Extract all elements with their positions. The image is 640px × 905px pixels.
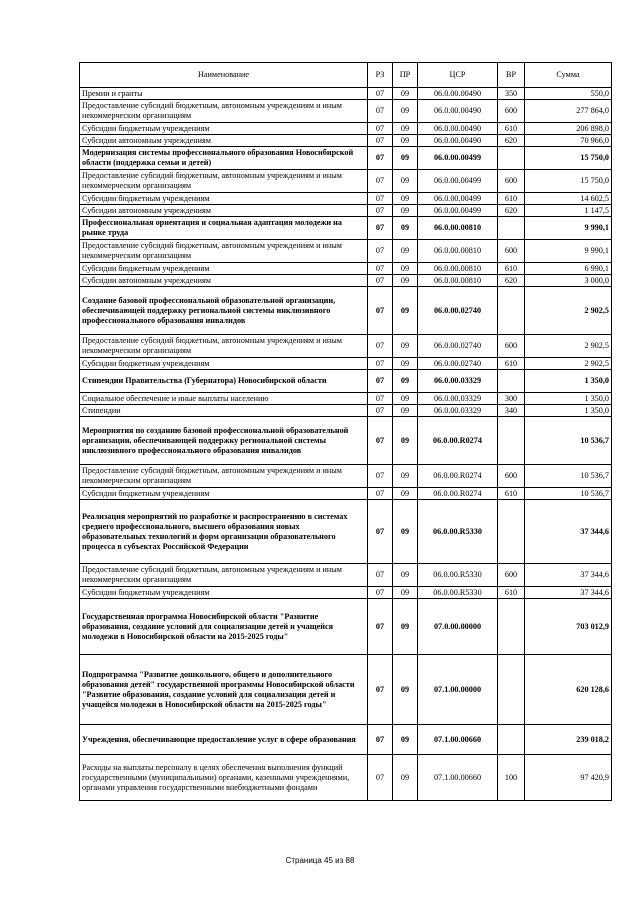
row-name: Предоставление субсидий бюджетным, автономным учреждениям и иным некоммерческим организациям (80, 100, 368, 123)
table-header-row (80, 63, 612, 88)
row-rz: 07 (368, 655, 393, 725)
table-row (80, 88, 612, 100)
row-name: Субсидии бюджетным учреждениям (80, 488, 368, 500)
row-csr: 06.0.00.00810 (418, 240, 498, 263)
row-name: Субсидии бюджетным учреждениям (80, 587, 368, 599)
row-name: Профессиональная ориентация и социальная адаптация молодежи на рынке труда (80, 217, 368, 240)
row-rz: 07 (368, 358, 393, 370)
row-pr: 09 (393, 205, 418, 217)
table-row (80, 358, 612, 370)
row-pr: 09 (393, 358, 418, 370)
row-pr: 09 (393, 275, 418, 287)
row-csr: 07.1.00.00000 (418, 655, 498, 725)
row-sum: 2 902,5 (525, 287, 612, 335)
row-pr: 09 (393, 123, 418, 135)
table-row (80, 100, 612, 123)
table-row (80, 564, 612, 587)
budget-table (79, 62, 612, 801)
row-rz: 07 (368, 123, 393, 135)
row-csr: 06.0.00.00499 (418, 147, 498, 170)
row-name: Расходы на выплаты персоналу в целях обеспечения выполнения функций государственными (муниципальными) органами, казенными учреждениями, органами управления государственными внебюджетными фондами (80, 755, 368, 801)
table-row (80, 193, 612, 205)
row-pr: 09 (393, 240, 418, 263)
row-csr: 06.0.00.03329 (418, 393, 498, 405)
row-vr: 600 (498, 170, 525, 193)
row-sum: 97 420,9 (525, 755, 612, 801)
row-name: Стипендии Правительства (Губернатора) Новосибирской области (80, 370, 368, 393)
row-rz: 07 (368, 500, 393, 564)
row-sum: 703 012,9 (525, 599, 612, 655)
row-sum: 70 966,0 (525, 135, 612, 147)
row-sum: 14 602,5 (525, 193, 612, 205)
row-pr: 09 (393, 135, 418, 147)
table-body (80, 88, 612, 801)
row-vr: 340 (498, 405, 525, 417)
header-sum: Сумма (525, 63, 612, 88)
row-rz: 07 (368, 370, 393, 393)
row-csr: 06.0.00.R0274 (418, 465, 498, 488)
table-row (80, 240, 612, 263)
row-csr: 06.0.00.00810 (418, 217, 498, 240)
row-rz: 07 (368, 599, 393, 655)
row-vr: 620 (498, 205, 525, 217)
row-vr: 610 (498, 263, 525, 275)
row-csr: 06.0.00.R0274 (418, 417, 498, 465)
row-name: Социальное обеспечение и иные выплаты населению (80, 393, 368, 405)
row-csr: 06.0.00.R0274 (418, 488, 498, 500)
row-sum: 206 898,0 (525, 123, 612, 135)
row-vr: 600 (498, 100, 525, 123)
row-sum: 10 536,7 (525, 465, 612, 488)
header-rz: РЗ (368, 63, 393, 88)
row-pr: 09 (393, 263, 418, 275)
row-vr: 610 (498, 358, 525, 370)
row-vr (498, 147, 525, 170)
row-vr: 610 (498, 587, 525, 599)
row-csr: 06.0.00.R5330 (418, 587, 498, 599)
row-vr (498, 655, 525, 725)
header-pr: ПР (393, 63, 418, 88)
row-name: Предоставление субсидий бюджетным, автономным учреждениям и иным некоммерческим организациям (80, 240, 368, 263)
row-vr: 100 (498, 755, 525, 801)
row-name: Модернизация системы профессионального образования Новосибирской области (поддержка семьи и детей) (80, 147, 368, 170)
row-pr: 09 (393, 217, 418, 240)
row-csr: 06.0.00.02740 (418, 358, 498, 370)
table-row (80, 370, 612, 393)
row-rz: 07 (368, 135, 393, 147)
row-sum: 37 344,6 (525, 564, 612, 587)
row-name: Субсидии автономным учреждениям (80, 275, 368, 287)
row-vr: 600 (498, 240, 525, 263)
row-pr: 09 (393, 465, 418, 488)
row-rz: 07 (368, 275, 393, 287)
table-row (80, 135, 612, 147)
row-sum: 6 990,1 (525, 263, 612, 275)
row-name: Реализация мероприятий по разработке и распространению в системах среднего профессионального, высшего образования новых образовательных технологий и форм организации образовательного процесса в субъектах Российской Федерации (80, 500, 368, 564)
row-pr: 09 (393, 587, 418, 599)
row-name: Предоставление субсидий бюджетным, автономным учреждениям и иным некоммерческим организациям (80, 335, 368, 358)
row-vr: 600 (498, 564, 525, 587)
table-row (80, 417, 612, 465)
row-sum: 37 344,6 (525, 587, 612, 599)
page-footer: Страница 45 из 88 (285, 856, 355, 865)
row-vr (498, 370, 525, 393)
row-csr: 07.1.00.00660 (418, 755, 498, 801)
row-pr: 09 (393, 500, 418, 564)
row-name: Субсидии бюджетным учреждениям (80, 123, 368, 135)
row-csr: 06.0.00.00490 (418, 100, 498, 123)
row-name: Субсидии бюджетным учреждениям (80, 263, 368, 275)
table-row (80, 587, 612, 599)
row-vr: 350 (498, 88, 525, 100)
row-rz: 07 (368, 564, 393, 587)
row-name: Субсидии автономным учреждениям (80, 205, 368, 217)
row-vr: 600 (498, 335, 525, 358)
row-vr (498, 287, 525, 335)
table-row (80, 217, 612, 240)
row-sum: 1 350,0 (525, 370, 612, 393)
row-csr: 06.0.00.00499 (418, 193, 498, 205)
row-csr: 06.0.00.00490 (418, 88, 498, 100)
row-sum: 10 536,7 (525, 488, 612, 500)
row-csr: 06.0.00.R5330 (418, 564, 498, 587)
table-row (80, 275, 612, 287)
row-pr: 09 (393, 100, 418, 123)
row-csr: 06.0.00.00499 (418, 205, 498, 217)
row-rz: 07 (368, 335, 393, 358)
row-pr: 09 (393, 725, 418, 755)
row-vr (498, 599, 525, 655)
table-row (80, 488, 612, 500)
row-vr: 600 (498, 465, 525, 488)
row-sum: 239 018,2 (525, 725, 612, 755)
row-rz: 07 (368, 88, 393, 100)
row-name: Субсидии автономным учреждениям (80, 135, 368, 147)
row-name: Предоставление субсидий бюджетным, автономным учреждениям и иным некоммерческим организациям (80, 564, 368, 587)
row-rz: 07 (368, 417, 393, 465)
row-sum: 550,0 (525, 88, 612, 100)
row-name: Государственная программа Новосибирской области "Развитие образования, создание условий для социализации детей и учащейся молодежи в Новосибирской области на 2015-2025 годы" (80, 599, 368, 655)
row-pr: 09 (393, 417, 418, 465)
row-vr: 610 (498, 193, 525, 205)
row-rz: 07 (368, 205, 393, 217)
row-vr: 620 (498, 135, 525, 147)
row-csr: 06.0.00.00810 (418, 263, 498, 275)
table-row (80, 287, 612, 335)
row-sum: 10 536,7 (525, 417, 612, 465)
row-rz: 07 (368, 170, 393, 193)
row-csr: 06.0.00.02740 (418, 335, 498, 358)
row-sum: 277 864,0 (525, 100, 612, 123)
row-rz: 07 (368, 587, 393, 599)
table-row (80, 393, 612, 405)
row-sum: 9 990,1 (525, 217, 612, 240)
row-pr: 09 (393, 370, 418, 393)
row-name: Премии и гранты (80, 88, 368, 100)
row-name: Субсидии бюджетным учреждениям (80, 358, 368, 370)
row-vr (498, 725, 525, 755)
row-name: Стипендии (80, 405, 368, 417)
row-sum: 2 902,5 (525, 335, 612, 358)
table-row (80, 500, 612, 564)
row-csr: 06.0.00.R5330 (418, 500, 498, 564)
row-name: Создание базовой профессиональной образовательной организации, обеспечивающей поддержку региональной системы инклюзивного профессионального образования инвалидов (80, 287, 368, 335)
table-row (80, 170, 612, 193)
row-pr: 09 (393, 147, 418, 170)
row-sum: 9 990,1 (525, 240, 612, 263)
row-csr: 06.0.00.00490 (418, 123, 498, 135)
row-vr: 300 (498, 393, 525, 405)
row-csr: 07.1.00.00660 (418, 725, 498, 755)
table-row (80, 755, 612, 801)
row-sum: 15 750,0 (525, 170, 612, 193)
row-pr: 09 (393, 88, 418, 100)
row-sum: 15 750,0 (525, 147, 612, 170)
row-sum: 37 344,6 (525, 500, 612, 564)
row-csr: 07.0.00.00000 (418, 599, 498, 655)
row-pr: 09 (393, 405, 418, 417)
row-name: Предоставление субсидий бюджетным, автономным учреждениям и иным некоммерческим организациям (80, 465, 368, 488)
row-rz: 07 (368, 465, 393, 488)
table-row (80, 147, 612, 170)
row-rz: 07 (368, 287, 393, 335)
row-pr: 09 (393, 564, 418, 587)
row-pr: 09 (393, 193, 418, 205)
row-pr: 09 (393, 599, 418, 655)
header-name: Наименование (80, 63, 368, 88)
row-rz: 07 (368, 100, 393, 123)
row-rz: 07 (368, 263, 393, 275)
row-pr: 09 (393, 488, 418, 500)
row-name: Предоставление субсидий бюджетным, автономным учреждениям и иным некоммерческим организациям (80, 170, 368, 193)
header-csr: ЦСР (418, 63, 498, 88)
table-row (80, 123, 612, 135)
table-row (80, 263, 612, 275)
table-row (80, 205, 612, 217)
row-name: Субсидии бюджетным учреждениям (80, 193, 368, 205)
row-sum: 3 000,0 (525, 275, 612, 287)
row-rz: 07 (368, 405, 393, 417)
table-row (80, 405, 612, 417)
row-vr: 610 (498, 123, 525, 135)
row-name: Мероприятия по созданию базовой профессиональной образовательной организации, обеспечивающей поддержку региональной системы инклюзивного профессионального образования инвалидов (80, 417, 368, 465)
header-vr: ВР (498, 63, 525, 88)
row-pr: 09 (393, 755, 418, 801)
row-rz: 07 (368, 217, 393, 240)
row-rz: 07 (368, 755, 393, 801)
row-pr: 09 (393, 655, 418, 725)
row-vr (498, 500, 525, 564)
row-csr: 06.0.00.02740 (418, 287, 498, 335)
row-sum: 620 128,6 (525, 655, 612, 725)
row-csr: 06.0.00.03329 (418, 405, 498, 417)
row-vr (498, 417, 525, 465)
row-sum: 1 350,0 (525, 393, 612, 405)
table-row (80, 725, 612, 755)
row-csr: 06.0.00.00499 (418, 170, 498, 193)
row-csr: 06.0.00.00490 (418, 135, 498, 147)
row-rz: 07 (368, 147, 393, 170)
row-pr: 09 (393, 287, 418, 335)
row-vr: 620 (498, 275, 525, 287)
row-pr: 09 (393, 170, 418, 193)
row-rz: 07 (368, 488, 393, 500)
row-pr: 09 (393, 335, 418, 358)
row-sum: 1 350,0 (525, 405, 612, 417)
table-row (80, 599, 612, 655)
row-csr: 06.0.00.03329 (418, 370, 498, 393)
row-vr (498, 217, 525, 240)
row-csr: 06.0.00.00810 (418, 275, 498, 287)
row-rz: 07 (368, 193, 393, 205)
table-row (80, 335, 612, 358)
row-sum: 1 147,5 (525, 205, 612, 217)
row-pr: 09 (393, 393, 418, 405)
table-row (80, 655, 612, 725)
row-rz: 07 (368, 725, 393, 755)
table-row (80, 465, 612, 488)
row-name: Подпрограмма "Развитие дошкольного, общего и дополнительного образования детей" государственной программы Новосибирской области "Развитие образования, создание условий для социализации детей и учащейся молодежи в Новосибирской области на 2015-2025 годы" (80, 655, 368, 725)
row-rz: 07 (368, 393, 393, 405)
row-sum: 2 902,5 (525, 358, 612, 370)
row-name: Учреждения, обеспечивающие предоставление услуг в сфере образования (80, 725, 368, 755)
row-rz: 07 (368, 240, 393, 263)
row-vr: 610 (498, 488, 525, 500)
